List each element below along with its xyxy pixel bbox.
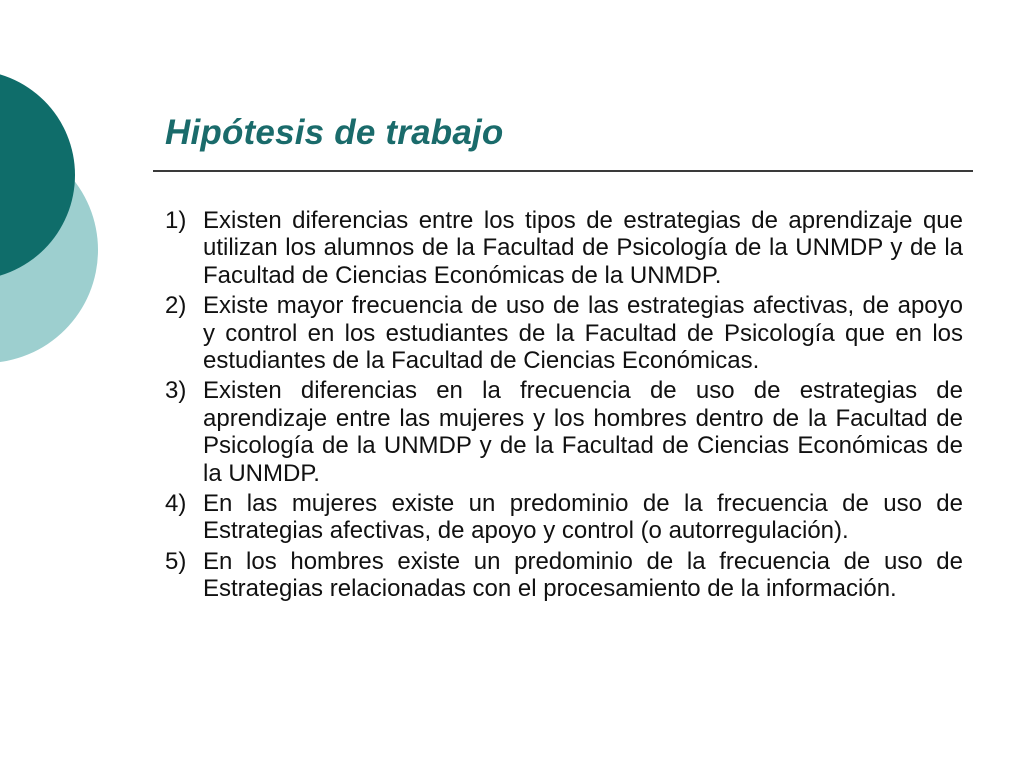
item-text: En las mujeres existe un predominio de la frecuencia de uso de Estrategias afectivas, de apoyo y control (o autorregulación). <box>203 490 963 545</box>
list-item <box>165 292 963 374</box>
list-item <box>165 548 963 603</box>
list-item <box>165 377 963 487</box>
item-text: Existen diferencias en la frecuencia de uso de estrategias de aprendizaje entre las mujeres y los hombres dentro de la Facultad de Psicología de la UNMDP y de la Facultad de Ciencias Económicas de la UNMDP. <box>203 377 963 487</box>
item-number: 1) <box>165 207 187 234</box>
item-number: 3) <box>165 377 187 405</box>
item-number: 4) <box>165 490 187 518</box>
item-text: Existen diferencias entre los tipos de estrategias de aprendizaje que utilizan los alumnos de la Facultad de Psicología de la UNMDP y de la Facultad de Ciencias Económicas de la UNMDP. <box>203 207 963 289</box>
slide-title: Hipótesis de trabajo <box>165 113 504 152</box>
list-item <box>165 207 963 289</box>
item-text: En los hombres existe un predominio de la frecuencia de uso de Estrategias relacionadas con el procesamiento de la información. <box>203 547 963 603</box>
item-number: 5) <box>165 547 187 575</box>
hypothesis-list <box>165 207 963 606</box>
item-text: Existe mayor frecuencia de uso de las estrategias afectivas, de apoyo y control en los estudiantes de la Facultad de Psicología que en los estudiantes de la Facultad de Ciencias Económicas. <box>203 292 963 375</box>
title-divider <box>153 170 973 172</box>
list-item <box>165 490 963 545</box>
item-number: 2) <box>165 292 187 320</box>
decorative-circles <box>0 0 120 420</box>
